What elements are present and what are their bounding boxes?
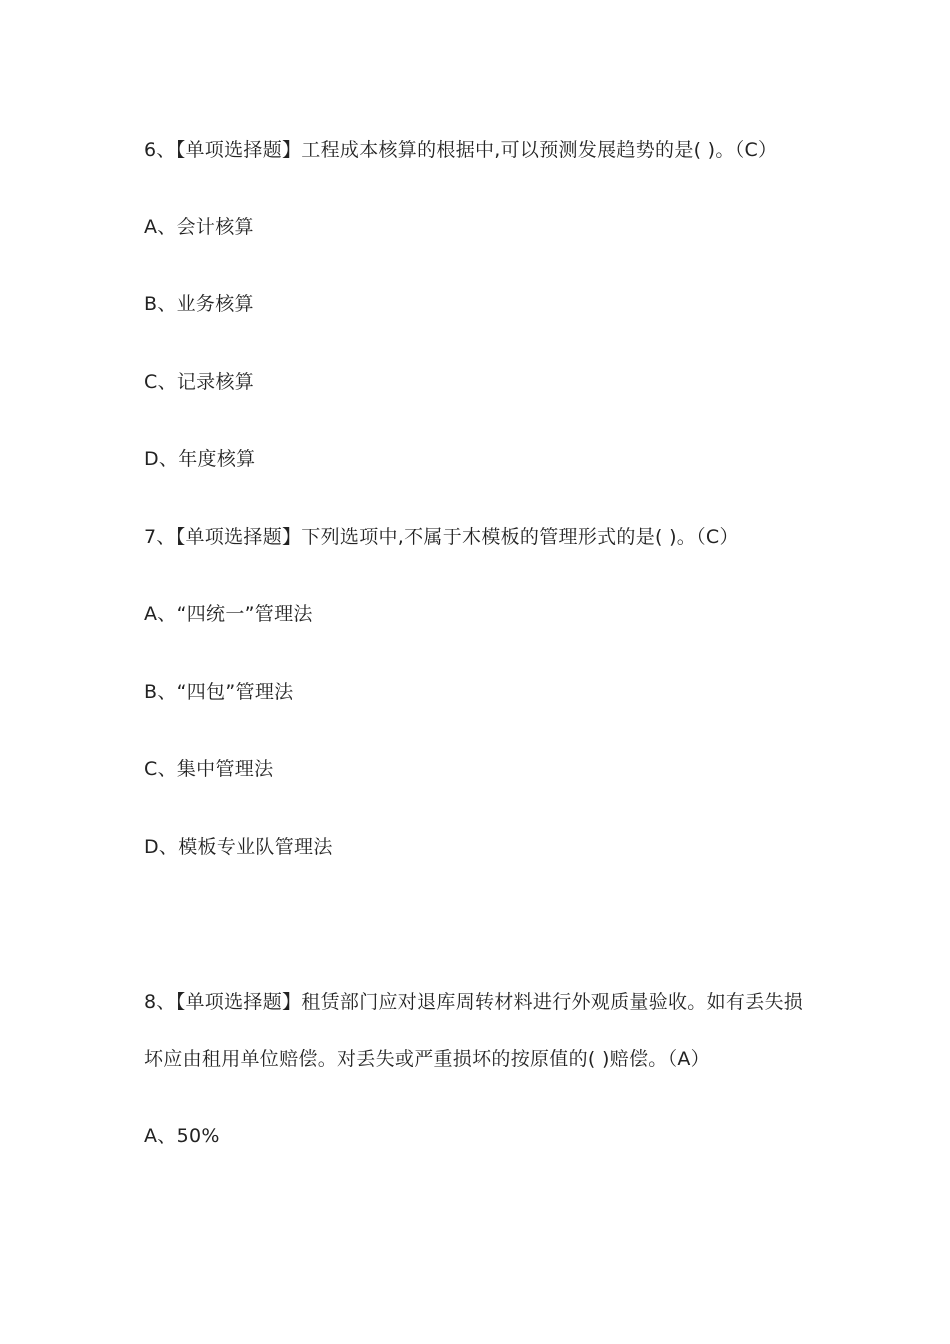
question-7-option-b: B、“四包”管理法 bbox=[144, 681, 294, 703]
question-6-option-a: A、会计核算 bbox=[144, 216, 254, 238]
question-8-stem-line-1: 8、【单项选择题】租赁部门应对退库周转材料进行外观质量验收。如有丢失损 bbox=[144, 991, 804, 1013]
question-6-stem: 6、【单项选择题】工程成本核算的根据中,可以预测发展趋势的是( )。（C） bbox=[144, 139, 778, 161]
question-6-option-b: B、业务核算 bbox=[144, 293, 254, 315]
question-6-option-d: D、年度核算 bbox=[144, 448, 256, 470]
question-8-stem-line-2: 坏应由租用单位赔偿。对丢失或严重损坏的按原值的( )赔偿。（A） bbox=[144, 1048, 710, 1070]
question-7-stem: 7、【单项选择题】下列选项中,不属于木模板的管理形式的是( )。（C） bbox=[144, 526, 739, 548]
question-8-option-a: A、50% bbox=[144, 1125, 220, 1147]
question-7-option-c: C、集中管理法 bbox=[144, 758, 274, 780]
question-7-option-d: D、模板专业队管理法 bbox=[144, 836, 333, 858]
question-6-option-c: C、记录核算 bbox=[144, 371, 255, 393]
question-7-option-a: A、“四统一”管理法 bbox=[144, 603, 313, 625]
